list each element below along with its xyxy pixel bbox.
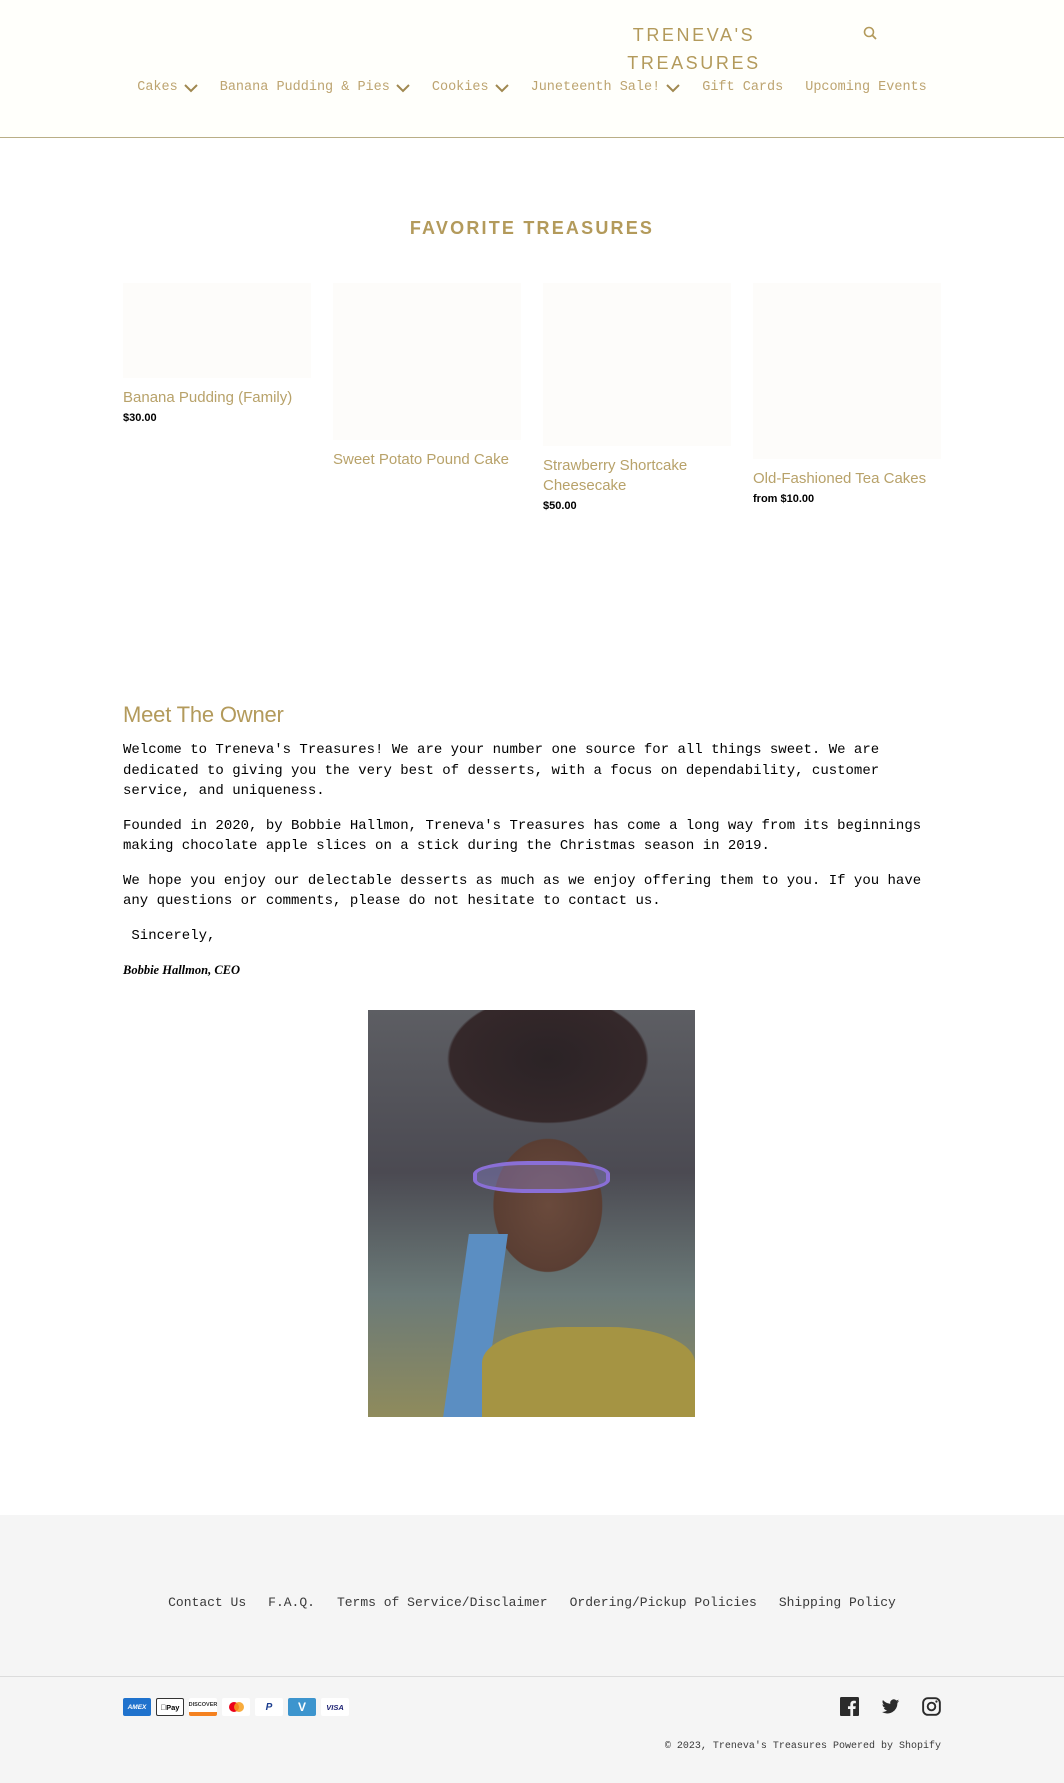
store-name-link[interactable]: Treneva's Treasures xyxy=(712,1741,827,1752)
venmo-icon: V xyxy=(288,1698,316,1716)
meet-the-owner-section xyxy=(123,702,941,995)
photo-detail xyxy=(482,1327,695,1417)
nav-item-upcoming-events[interactable] xyxy=(805,80,927,95)
product-card-sweet-potato-pound-cake[interactable] xyxy=(333,283,521,470)
footer-divider xyxy=(0,1676,1064,1677)
product-image[interactable] xyxy=(543,283,731,446)
logo-line-2: TREASURES xyxy=(627,53,761,73)
footer-link-ordering-pickup[interactable]: Ordering/Pickup Policies xyxy=(569,1595,757,1610)
owner-paragraph-2: Founded in 2020, by Bobbie Hallmon, Treneva's Treasures has come a long way from its beginnings making chocolate apple slices on a stick during the Christmas season in 2019. xyxy=(123,817,922,854)
chevron-down-icon xyxy=(184,83,198,93)
product-card-strawberry-shortcake-cheesecake[interactable] xyxy=(543,283,731,512)
nav-item-banana-pudding-pies[interactable] xyxy=(220,80,410,95)
twitter-link[interactable] xyxy=(881,1697,900,1721)
footer-link-terms[interactable]: Terms of Service/Disclaimer xyxy=(336,1595,548,1610)
product-grid xyxy=(123,283,941,512)
instagram-link[interactable] xyxy=(922,1697,941,1721)
product-price: $30.00 xyxy=(123,412,157,424)
twitter-icon xyxy=(881,1697,900,1716)
payment-icons xyxy=(123,1698,349,1716)
owner-closing: Sincerely, xyxy=(123,927,216,944)
apple-pay-icon: Pay xyxy=(156,1698,184,1716)
featured-collection-title: FAVORITE TREASURES xyxy=(409,218,655,238)
product-title: Sweet Potato Pound Cake xyxy=(333,451,509,468)
logo-line-1: TRENEVA'S xyxy=(632,25,756,45)
owner-paragraph-1: Welcome to Treneva's Treasures! We are your number one source for all things sweet. We are dedicated to giving you the very best of desserts, with a focus on dependability, customer service, and uniqueness. xyxy=(123,742,880,799)
footer-nav xyxy=(0,1595,1064,1610)
discover-icon: DISCOVER xyxy=(189,1698,217,1716)
site-footer xyxy=(0,1515,1064,1783)
powered-by-shopify-link[interactable]: Powered by Shopify xyxy=(832,1741,941,1752)
owner-photo xyxy=(368,1010,695,1417)
owner-heading: Meet The Owner xyxy=(123,702,284,727)
nav-item-cakes[interactable] xyxy=(137,80,198,95)
paypal-icon: P xyxy=(255,1698,283,1716)
instagram-icon xyxy=(922,1697,941,1716)
nav-item-cookies[interactable] xyxy=(432,80,509,95)
visa-icon: VISA xyxy=(321,1698,349,1716)
product-image[interactable] xyxy=(333,283,521,440)
facebook-icon xyxy=(840,1697,859,1716)
nav-item-label: Cakes xyxy=(137,80,178,95)
owner-paragraph-3: We hope you enjoy our delectable desserts as much as we enjoy offering them to you. If you have any questions or comments, please do not hesitate to contact us. xyxy=(123,872,922,909)
footer-link-faq[interactable]: F.A.Q. xyxy=(268,1595,315,1610)
product-card-old-fashioned-tea-cakes[interactable] xyxy=(753,283,941,505)
photo-detail xyxy=(473,1161,610,1194)
chevron-down-icon xyxy=(396,83,410,93)
chevron-down-icon xyxy=(495,83,509,93)
nav-item-label: Banana Pudding & Pies xyxy=(219,80,390,95)
product-price: from $10.00 xyxy=(753,493,815,505)
product-card-banana-pudding[interactable] xyxy=(123,283,311,424)
product-title: Banana Pudding (Family) xyxy=(123,389,293,406)
chevron-down-icon xyxy=(666,83,680,93)
facebook-link[interactable] xyxy=(840,1697,859,1721)
site-header xyxy=(0,0,1064,138)
footer-link-shipping-policy[interactable]: Shipping Policy xyxy=(778,1595,896,1610)
social-links xyxy=(840,1697,941,1721)
nav-item-label: Upcoming Events xyxy=(805,80,927,95)
mastercard-icon xyxy=(222,1698,250,1716)
product-price: $50.00 xyxy=(543,500,577,512)
product-image[interactable] xyxy=(753,283,941,459)
nav-item-gift-cards[interactable] xyxy=(702,80,783,95)
nav-item-label: Gift Cards xyxy=(702,80,784,95)
search-icon xyxy=(862,25,880,43)
search-button[interactable] xyxy=(862,25,880,43)
nav-item-juneteenth-sale[interactable] xyxy=(531,80,681,95)
site-logo[interactable] xyxy=(594,21,794,77)
product-title: Old-Fashioned Tea Cakes xyxy=(753,470,927,487)
nav-item-label: Juneteenth Sale! xyxy=(530,80,661,95)
footer-link-contact-us[interactable]: Contact Us xyxy=(168,1595,247,1610)
main-nav xyxy=(0,80,1064,95)
product-image[interactable] xyxy=(123,283,311,378)
copyright xyxy=(665,1741,941,1752)
amex-icon: AMEX xyxy=(123,1698,151,1716)
copyright-year: © 2023, xyxy=(664,1741,707,1752)
nav-item-label: Cookies xyxy=(431,80,489,95)
product-title: Strawberry Shortcake Cheesecake xyxy=(543,457,688,494)
owner-signature: Bobbie Hallmon, CEO xyxy=(123,963,241,977)
